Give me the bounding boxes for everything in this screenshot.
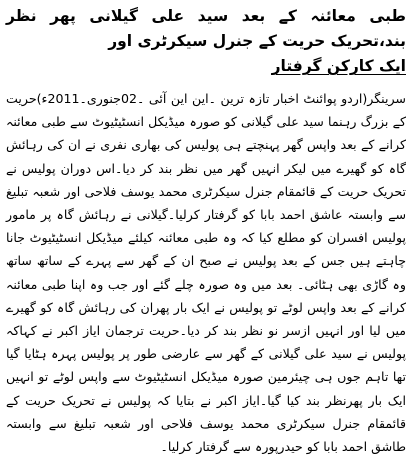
article-body: سرینگر(اردو پوائنٹ اخبار تازہ ترین ۔این این آئی ۔02جنوری۔2011ء)حریت کے بزرگ رہنما سید علی گیلانی کو صورہ میڈیکل انسٹیٹیوٹ سے طبی معائنہ کرانے کے بعد واپس گھر پہنچتے ہی پولیس کی بھاری نفری نے ان کی رہائش گاہ کو گھیرے میں لیکر انہیں گھر میں نظر بند کر دیا۔اس دوران پولیس نے تحریک حریت کے قائمقام جنرل سیکرٹری محمد یوسف فلاحی اور شعبہ تبلیغ سے وابستہ عاشق احمد بابا کو گرفتار کرلیا۔گیلانی نے رہائش گاہ پر مامور پولیس افسران کو مطلع کیا کہ وہ طبی معائنہ کیلئے میڈیکل انسٹیٹیوٹ جانا چاہتے ہیں جس کے بعد پولیس نے صبح ان کے گھر سے پہرے کے ساتھ ساتھ وہ گاڑی بھی ہٹائی۔ بعد میں وہ صورہ چلے گئے اور جب وہ اپنا طبی معائنہ کرانے کے بعد واپس لوٹے تو پولیس نے ایک بار پھران کی رہائش گاہ کو گھیرے میں لیا اور انہیں ازسر نو نظر بند کر دیا۔حریت ترجمان ایاز اکبر نے کہاکہ پولیس نے سید علی گیلانی کے گھر سے عارضی طور پر پولیس پہرہ ہٹایا گیا تھا تاہم جوں ہی چیئرمین صورہ میڈیکل انسٹیٹیوٹ سے واپس لوٹے تو انہیں ایک بار پھرنظر بند کیا گیا۔ایاز اکبر نے بتایا کہ پولیس نے تحریک حریت کے قائمقام جنرل سیکرٹری محمد یوسف فلاحی اور شعبہ تبلیغ سے وابستہ طاشق احمد بابا کو حیدرپورہ سے گرفتار کرلیا۔ [6,91,406,455]
article-headline [6,4,406,79]
headline-line-1: طبی معائنہ کے بعد سید علی گیلانی پھر نظر بند،تحریک حریت کے جنرل سیکرٹری اور [6,7,406,50]
headline-line-2: ایک کارکن گرفتار [271,57,406,75]
